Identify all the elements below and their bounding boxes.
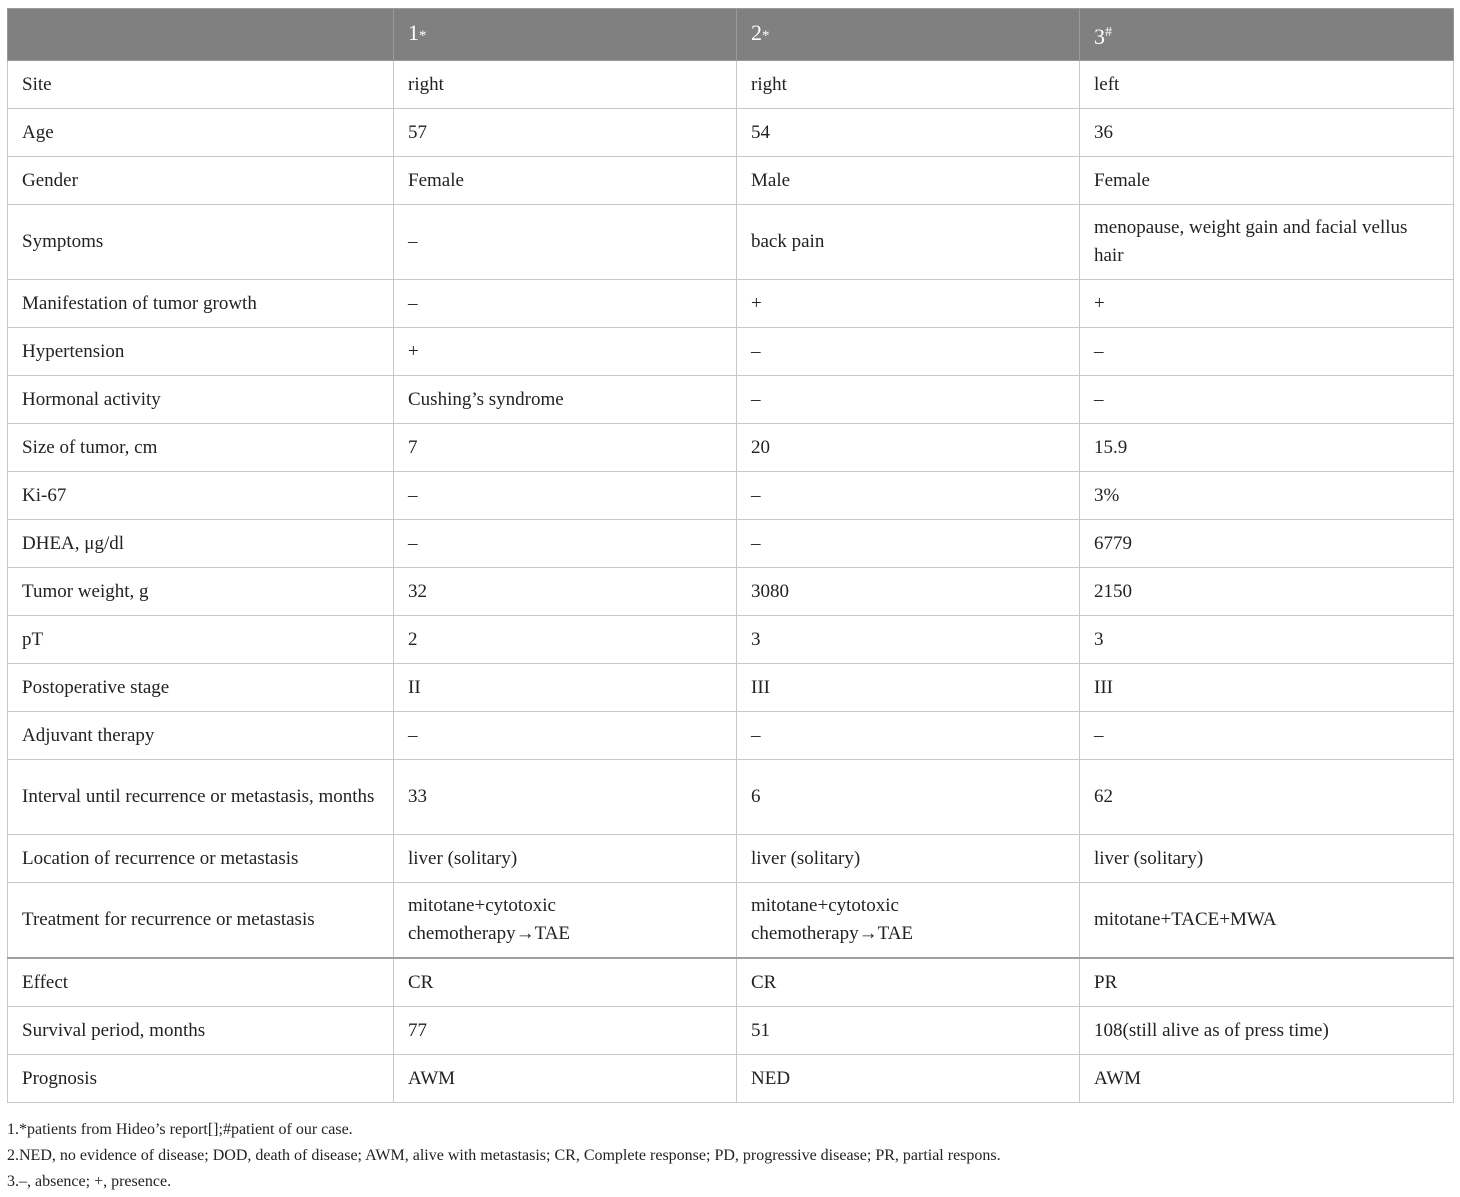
case-1-value: – [394, 472, 737, 520]
header-case-2-number: 2 [751, 20, 762, 45]
case-3-value: liver (solitary) [1080, 835, 1454, 883]
row-label: Treatment for recurrence or metastasis [8, 883, 394, 959]
case-2-value: liver (solitary) [737, 835, 1080, 883]
case-3-value: 3 [1080, 616, 1454, 664]
case-1-value: 57 [394, 109, 737, 157]
row-label: Size of tumor, cm [8, 424, 394, 472]
table-row [8, 958, 1454, 1007]
case-2-value: 54 [737, 109, 1080, 157]
row-label: Gender [8, 157, 394, 205]
case-3-value: – [1080, 376, 1454, 424]
table-row [8, 835, 1454, 883]
header-case-1 [394, 9, 737, 61]
case-2-value: right [737, 61, 1080, 109]
case-1-value: mitotane+cytotoxic chemotherapy→TAE [394, 883, 737, 959]
row-label: Effect [8, 958, 394, 1007]
case-3-value: III [1080, 664, 1454, 712]
case-1-value: – [394, 205, 737, 280]
row-label: Ki-67 [8, 472, 394, 520]
case-1-value: – [394, 280, 737, 328]
table-row [8, 616, 1454, 664]
row-label: Symptoms [8, 205, 394, 280]
case-3-value: – [1080, 712, 1454, 760]
case-3-value: 36 [1080, 109, 1454, 157]
case-3-value: AWM [1080, 1055, 1454, 1103]
case-1-value: Female [394, 157, 737, 205]
table-row [8, 157, 1454, 205]
case-3-value: Female [1080, 157, 1454, 205]
row-label: Age [8, 109, 394, 157]
row-label: pT [8, 616, 394, 664]
header-case-3-number: 3 [1094, 23, 1105, 49]
row-label: Survival period, months [8, 1007, 394, 1055]
case-3-value: 15.9 [1080, 424, 1454, 472]
case-2-value: – [737, 376, 1080, 424]
row-label: Site [8, 61, 394, 109]
case-3-value: + [1080, 280, 1454, 328]
table-row [8, 1055, 1454, 1103]
case-2-value: 3 [737, 616, 1080, 664]
footnote-3: 3.–, absence; +, presence. [7, 1173, 172, 1190]
table-row [8, 109, 1454, 157]
table-header-row [8, 9, 1454, 61]
table-row [8, 205, 1454, 280]
row-label: Location of recurrence or metastasis [8, 835, 394, 883]
case-2-value: 51 [737, 1007, 1080, 1055]
footnote-2: 2.NED, no evidence of disease; DOD, death of disease; AWM, alive with metastasis; CR, Complete response; PD, progressive disease; PR, partial respons. [7, 1147, 1001, 1164]
row-label: Manifestation of tumor growth [8, 280, 394, 328]
row-label: DHEA, μg/dl [8, 520, 394, 568]
case-1-value: AWM [394, 1055, 737, 1103]
case-comparison-table [7, 8, 1454, 1103]
case-3-value: 62 [1080, 760, 1454, 835]
case-2-value: – [737, 712, 1080, 760]
case-2-value: back pain [737, 205, 1080, 280]
table-row [8, 424, 1454, 472]
case-2-value: CR [737, 958, 1080, 1007]
case-2-value: Male [737, 157, 1080, 205]
table-row [8, 664, 1454, 712]
row-label: Prognosis [8, 1055, 394, 1103]
case-1-value: CR [394, 958, 737, 1007]
table-row [8, 280, 1454, 328]
case-3-value: – [1080, 328, 1454, 376]
table-row [8, 1007, 1454, 1055]
case-2-value: III [737, 664, 1080, 712]
case-2-value: + [737, 280, 1080, 328]
case-1-value: right [394, 61, 737, 109]
case-2-value: mitotane+cytotoxic chemotherapy→TAE [737, 883, 1080, 959]
case-3-value: 2150 [1080, 568, 1454, 616]
table-row [8, 61, 1454, 109]
table-row [8, 472, 1454, 520]
row-label: Adjuvant therapy [8, 712, 394, 760]
case-1-value: 33 [394, 760, 737, 835]
header-case-3-mark: # [1105, 24, 1112, 40]
row-label: Hormonal activity [8, 376, 394, 424]
row-label: Tumor weight, g [8, 568, 394, 616]
case-3-value: 3% [1080, 472, 1454, 520]
case-2-value: 3080 [737, 568, 1080, 616]
table-row [8, 328, 1454, 376]
case-3-value: left [1080, 61, 1454, 109]
case-1-value: – [394, 712, 737, 760]
case-1-value: 32 [394, 568, 737, 616]
table-row [8, 568, 1454, 616]
table-row [8, 760, 1454, 835]
case-1-value: liver (solitary) [394, 835, 737, 883]
case-2-value: NED [737, 1055, 1080, 1103]
header-case-3 [1080, 9, 1454, 61]
case-1-value: II [394, 664, 737, 712]
case-1-value: 2 [394, 616, 737, 664]
table-row [8, 883, 1454, 959]
case-1-value: 7 [394, 424, 737, 472]
table-row [8, 520, 1454, 568]
case-2-value: – [737, 328, 1080, 376]
header-case-2-mark: * [762, 28, 770, 44]
case-3-value: 6779 [1080, 520, 1454, 568]
row-label: Hypertension [8, 328, 394, 376]
header-case-2 [737, 9, 1080, 61]
table-footnotes [7, 1117, 1001, 1195]
footnote-1: 1.*patients from Hideo’s report[];#patient of our case. [7, 1121, 353, 1138]
header-empty-cell [8, 9, 394, 61]
table-row [8, 376, 1454, 424]
case-1-value: – [394, 520, 737, 568]
case-1-value: Cushing’s syndrome [394, 376, 737, 424]
case-3-value: mitotane+TACE+MWA [1080, 883, 1454, 959]
case-3-value: 108(still alive as of press time) [1080, 1007, 1454, 1055]
case-3-value: PR [1080, 958, 1454, 1007]
case-1-value: + [394, 328, 737, 376]
case-2-value: 20 [737, 424, 1080, 472]
row-label: Postoperative stage [8, 664, 394, 712]
table-row [8, 712, 1454, 760]
case-1-value: 77 [394, 1007, 737, 1055]
case-2-value: 6 [737, 760, 1080, 835]
header-case-1-mark: * [419, 28, 427, 44]
case-3-value: menopause, weight gain and facial vellus hair [1080, 205, 1454, 280]
header-case-1-number: 1 [408, 20, 419, 45]
case-2-value: – [737, 520, 1080, 568]
row-label: Interval until recurrence or metastasis, months [8, 760, 394, 835]
case-2-value: – [737, 472, 1080, 520]
